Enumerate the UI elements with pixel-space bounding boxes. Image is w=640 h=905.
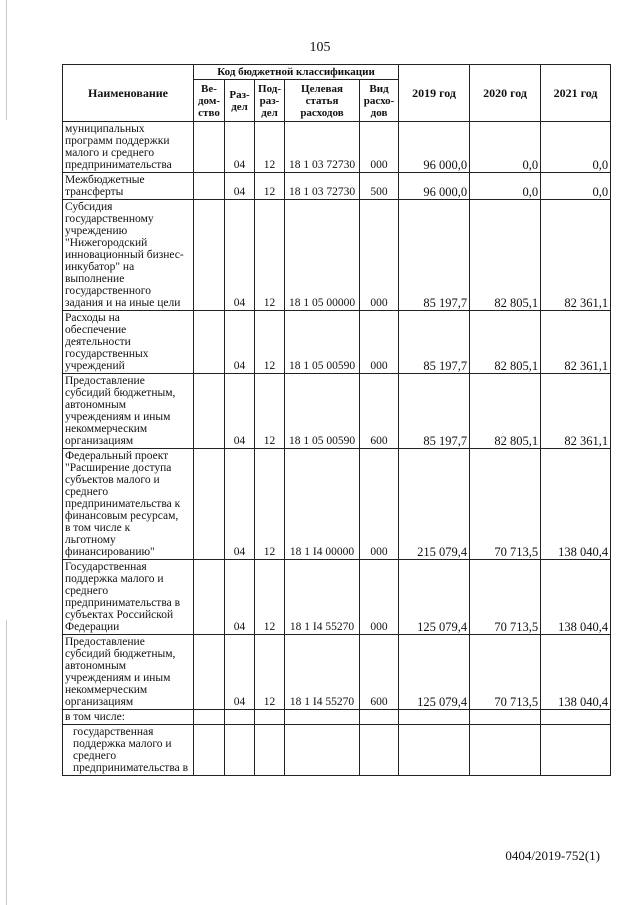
cell-target: 18 1 03 72730 — [285, 122, 360, 173]
cell-target: 18 1 05 00590 — [285, 374, 360, 449]
cell-y2021: 82 361,1 — [541, 374, 611, 449]
cell-y2019: 85 197,7 — [399, 200, 470, 311]
cell-y2020 — [470, 725, 541, 776]
table-row — [63, 374, 611, 449]
scan-edge-line — [6, 620, 7, 905]
cell-razdel: 04 — [225, 311, 255, 374]
cell-vid — [360, 710, 399, 725]
cell-ved — [194, 560, 225, 635]
cell-ved — [194, 173, 225, 200]
cell-podrazdel: 12 — [255, 635, 285, 710]
cell-y2021: 138 040,4 — [541, 560, 611, 635]
cell-name: Межбюджетные трансферты — [63, 173, 194, 200]
cell-vid: 000 — [360, 122, 399, 173]
cell-vid: 600 — [360, 635, 399, 710]
table-row — [63, 725, 611, 776]
cell-y2019: 96 000,0 — [399, 122, 470, 173]
cell-vid: 600 — [360, 374, 399, 449]
cell-razdel: 04 — [225, 122, 255, 173]
cell-razdel: 04 — [225, 635, 255, 710]
cell-y2021: 0,0 — [541, 122, 611, 173]
cell-razdel — [225, 710, 255, 725]
cell-ved — [194, 200, 225, 311]
header-target: Целевая статья расходов — [285, 80, 360, 122]
cell-name: Государственная поддержка малого и среднего предпринимательства в субъектах Российской Федерации — [63, 560, 194, 635]
cell-vid: 500 — [360, 173, 399, 200]
table-row — [63, 635, 611, 710]
table-row — [63, 311, 611, 374]
cell-vid: 000 — [360, 449, 399, 560]
cell-razdel: 04 — [225, 200, 255, 311]
cell-name: государственная поддержка малого и среднего предпринимательства в — [63, 725, 194, 776]
cell-y2019 — [399, 710, 470, 725]
cell-y2020: 82 805,1 — [470, 200, 541, 311]
cell-y2020: 70 713,5 — [470, 635, 541, 710]
table-row — [63, 710, 611, 725]
budget-table — [62, 64, 611, 776]
cell-y2020: 82 805,1 — [470, 311, 541, 374]
cell-podrazdel: 12 — [255, 122, 285, 173]
cell-razdel: 04 — [225, 173, 255, 200]
cell-vid — [360, 725, 399, 776]
cell-vid: 000 — [360, 560, 399, 635]
cell-razdel: 04 — [225, 374, 255, 449]
table-row — [63, 173, 611, 200]
cell-name: Расходы на обеспечение деятельности государственных учреждений — [63, 311, 194, 374]
table-row — [63, 200, 611, 311]
cell-podrazdel — [255, 710, 285, 725]
cell-ved — [194, 122, 225, 173]
cell-vid: 000 — [360, 200, 399, 311]
page-number: 105 — [309, 40, 331, 55]
cell-target: 18 1 03 72730 — [285, 173, 360, 200]
cell-name: Федеральный проект "Расширение доступа субъектов малого и среднего предпринимательства к финансовым ресурсам, в том числе к льготному финансированию" — [63, 449, 194, 560]
cell-y2021: 138 040,4 — [541, 635, 611, 710]
table-row — [63, 449, 611, 560]
cell-target — [285, 710, 360, 725]
cell-ved — [194, 374, 225, 449]
footer-document-code: 0404/2019-752(1) — [505, 848, 600, 863]
header-2019: 2019 год — [399, 65, 470, 122]
cell-podrazdel: 12 — [255, 173, 285, 200]
cell-podrazdel — [255, 725, 285, 776]
cell-target: 18 1 05 00000 — [285, 200, 360, 311]
cell-ved — [194, 635, 225, 710]
cell-ved — [194, 311, 225, 374]
cell-target — [285, 725, 360, 776]
cell-y2019: 125 079,4 — [399, 635, 470, 710]
table-row — [63, 560, 611, 635]
cell-y2020: 82 805,1 — [470, 374, 541, 449]
cell-ved — [194, 725, 225, 776]
header-vedomstvo: Ве- дом- ство — [194, 80, 225, 122]
cell-y2021: 0,0 — [541, 173, 611, 200]
header-budget-code: Код бюджетной классификации — [194, 65, 399, 80]
header-name: Наименование — [63, 65, 194, 122]
cell-target: 18 1 I4 55270 — [285, 635, 360, 710]
cell-name: Предоставление субсидий бюджетным, автономным учреждениям и иным некоммерческим организациям — [63, 374, 194, 449]
cell-name: Предоставление субсидий бюджетным, автономным учреждениям и иным некоммерческим организациям — [63, 635, 194, 710]
cell-y2019: 85 197,7 — [399, 311, 470, 374]
cell-y2021: 82 361,1 — [541, 200, 611, 311]
cell-podrazdel: 12 — [255, 560, 285, 635]
cell-target: 18 1 05 00590 — [285, 311, 360, 374]
header-2021: 2021 год — [541, 65, 611, 122]
cell-razdel — [225, 725, 255, 776]
cell-ved — [194, 710, 225, 725]
cell-y2021 — [541, 710, 611, 725]
header-podrazdel: Под- раз- дел — [255, 80, 285, 122]
cell-y2020: 70 713,5 — [470, 560, 541, 635]
cell-y2020 — [470, 710, 541, 725]
cell-y2020: 0,0 — [470, 173, 541, 200]
cell-vid: 000 — [360, 311, 399, 374]
cell-y2019: 96 000,0 — [399, 173, 470, 200]
cell-y2020: 70 713,5 — [470, 449, 541, 560]
cell-y2019: 125 079,4 — [399, 560, 470, 635]
header-2020: 2020 год — [470, 65, 541, 122]
cell-y2019 — [399, 725, 470, 776]
cell-name: в том числе: — [63, 710, 194, 725]
cell-podrazdel: 12 — [255, 311, 285, 374]
cell-podrazdel: 12 — [255, 200, 285, 311]
header-razdel: Раз- дел — [225, 80, 255, 122]
cell-y2021 — [541, 725, 611, 776]
cell-y2020: 0,0 — [470, 122, 541, 173]
cell-y2019: 215 079,4 — [399, 449, 470, 560]
scan-edge-line — [6, 0, 7, 120]
table-row — [63, 122, 611, 173]
header-vid: Вид расхо- дов — [360, 80, 399, 122]
cell-podrazdel: 12 — [255, 449, 285, 560]
cell-y2021: 138 040,4 — [541, 449, 611, 560]
cell-razdel: 04 — [225, 560, 255, 635]
cell-y2021: 82 361,1 — [541, 311, 611, 374]
cell-target: 18 1 I4 55270 — [285, 560, 360, 635]
cell-ved — [194, 449, 225, 560]
cell-name: Субсидия государственному учреждению "Нижегородский инновационный бизнес- инкубатор" на выполнение государственного задания и на иные цели — [63, 200, 194, 311]
cell-podrazdel: 12 — [255, 374, 285, 449]
cell-razdel: 04 — [225, 449, 255, 560]
cell-y2019: 85 197,7 — [399, 374, 470, 449]
cell-name: муниципальных программ поддержки малого и среднего предпринимательства — [63, 122, 194, 173]
cell-target: 18 1 I4 00000 — [285, 449, 360, 560]
